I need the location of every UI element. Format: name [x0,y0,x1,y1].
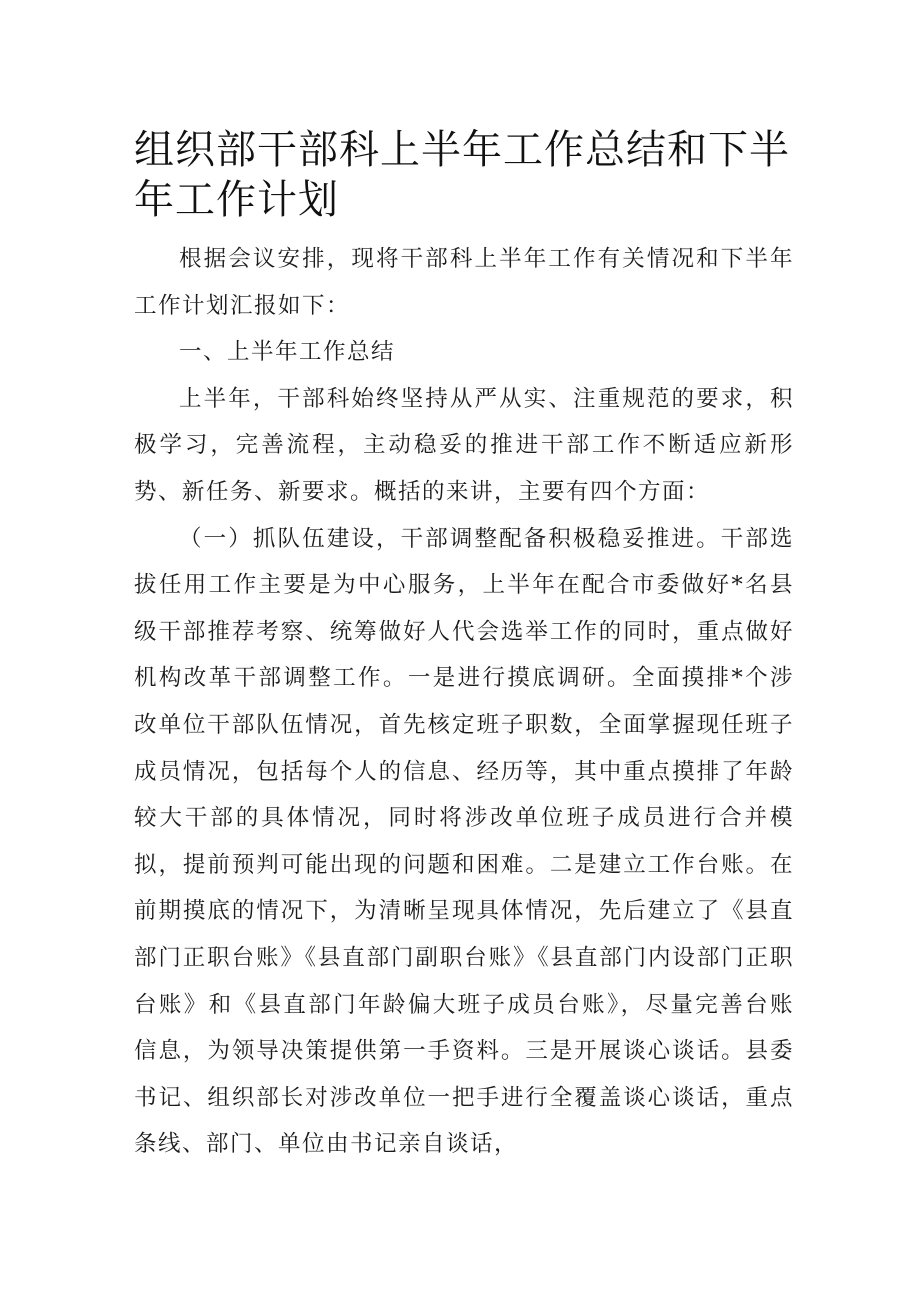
intro-paragraph: 根据会议安排，现将干部科上半年工作有关情况和下半年工作计划汇报如下： [134,246,794,319]
document-title: 组织部干部科上半年工作总结和下半年工作计划 [134,127,790,223]
section-heading: 一、上半年工作总结 [179,339,396,366]
subsection-paragraph: （一）抓队伍建设，干部调整配备积极稳妥推进。干部选拔任用工作主要是为中心服务，上半年在配合市委做好*名县级干部推荐考察、统筹做好人代会选举工作的同时，重点做好机构改革干部调整工作。一是进行摸底调研。全面摸排*个涉改单位干部队伍情况，首先核定班子职数，全面掌握现任班子成员情况，包括每个人的信息、经历等，其中重点摸排了年龄较大干部的具体情况，同时将涉改单位班子成员进行合并模拟，提前预判可能出现的问题和困难。二是建立工作台账。在前期摸底的情况下，为清晰呈现具体情况，先后建立了《县直部门正职台账》《县直部门副职台账》《县直部门内设部门正职台账》和《县直部门年龄偏大班子成员台账》，尽量完善台账信息，为领导决策提供第一手资料。三是开展谈心谈话。县委书记、组织部长对涉改单位一把手进行全覆盖谈心谈话，重点条线、部门、单位由书记亲自谈话， [134,525,794,1158]
document-body [134,236,794,1168]
summary-paragraph: 上半年，干部科始终坚持从严从实、注重规范的要求，积极学习，完善流程，主动稳妥的推进干部工作不断适应新形势、新任务、新要求。概括的来讲，主要有四个方面： [134,385,794,505]
